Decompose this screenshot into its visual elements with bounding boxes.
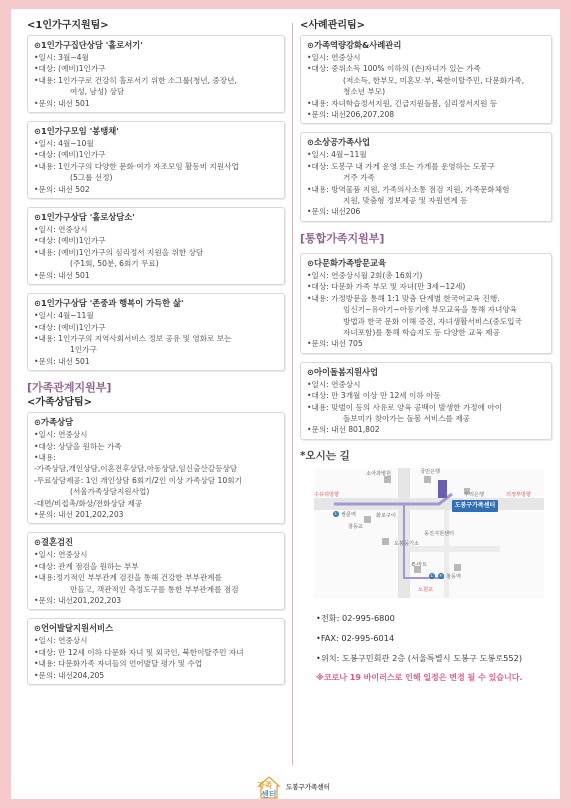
directions-title: *오시는 길 xyxy=(300,449,350,462)
program-contact: •문의: 내선 501 xyxy=(34,356,90,366)
program-content-cont: 자녀포함)를 통해 학습지도 등 다양한 교육 제공 xyxy=(343,327,500,337)
column-divider xyxy=(292,23,293,765)
program-target: •대상: 중위소득 100% 이하의 (손)자녀가 있는 가족 xyxy=(307,64,481,74)
program-card-multicultural-visit xyxy=(300,253,552,354)
program-card-language-development xyxy=(27,618,285,685)
program-content: •내용: 1인가구로 건강히 홀로서기 위한 소그룹(청년, 중장년, xyxy=(34,75,237,85)
program-title: ⊙1인가구상담 '홀로상담소' xyxy=(34,212,135,223)
section-title-family-relations: [가족관계지원부] xyxy=(27,381,112,395)
program-target: •대상: 상담을 원하는 가족 xyxy=(34,441,122,451)
section-title-case-management: <사례관리팀> xyxy=(300,20,366,31)
program-content-cont: 돌보미가 찾아가는 돌봄 서비스를 제공 xyxy=(343,413,471,423)
program-card-child-care xyxy=(300,362,552,440)
program-target: •대상: 만 3개월 이상 만 12세 이하 아동 xyxy=(307,391,441,401)
program-contact: •문의: 내선 501 xyxy=(34,270,90,280)
program-content-cont: (주1회, 50분, 6회기 무료) xyxy=(70,259,159,269)
contact-fax: •FAX: 02-995-6014 xyxy=(316,632,395,643)
section-subtitle-family-counseling: <가족상담팀> xyxy=(27,397,93,409)
program-content-cont: 만들고, 객관적인 측정도구를 통한 부부관계를 점검 xyxy=(70,584,239,594)
map-stop-marker: ④ xyxy=(439,572,443,578)
program-date: •일시: 연중상시 xyxy=(307,379,361,389)
logo-mark-text-2: 센터 xyxy=(261,790,277,799)
program-date: •일시: 연중상시 xyxy=(34,636,88,646)
map-stop-marker: ① xyxy=(334,510,338,516)
program-title: ⊙소상공가족사업 xyxy=(307,137,371,148)
program-card-marriage-checkup xyxy=(27,532,285,610)
program-date: •일시: 3월~4월 xyxy=(34,53,89,62)
program-card-bongtaengchae xyxy=(27,121,285,199)
program-target-cont: 청소년 부모) xyxy=(343,87,386,97)
section-title-single-household: <1인가구지원팀> xyxy=(27,20,109,31)
program-content: •내용: 1인가구의 지역사회서비스 정보 공유 및 영화로 보는 xyxy=(34,333,232,343)
program-title: ⊙언어발달지원서비스 xyxy=(34,623,114,634)
program-contact: •문의: 내선201,202,203 xyxy=(34,596,122,605)
program-date: •일시: 연중상시 xyxy=(34,225,88,235)
program-date: •일시: 4월~11월 xyxy=(34,311,94,321)
map-family-center-marker: 도봉구가족센터 xyxy=(452,500,498,512)
map-label-grill: 화로구이 xyxy=(376,512,397,519)
program-target: •대상: (예비)1인가구 xyxy=(34,150,106,160)
map-label-emart: E-마트 xyxy=(412,561,428,568)
program-title: ⊙다문화가족방문교육 xyxy=(307,257,387,268)
flyer-paper xyxy=(11,9,560,799)
program-target: •대상: 관계 점검을 원하는 부부 xyxy=(34,561,139,571)
program-content-item: -무료상담제공: 1인 개인상담 6회기/2인 이상 가족상담 10회기 xyxy=(34,475,242,485)
center-logo xyxy=(256,774,336,804)
map-label-registry-office: 도봉등기소 xyxy=(394,540,420,547)
program-card-respect-happiness xyxy=(27,293,285,371)
program-content-cont: (5그룹 선정) xyxy=(70,173,113,183)
program-contact: •문의: 내선204,205 xyxy=(34,670,105,680)
map-label-support-center: 동진지원센터 xyxy=(424,530,455,537)
program-date: •일시: 4월~10월 xyxy=(34,139,94,149)
map-label-ssangmun-station: 쌍문역 xyxy=(341,511,357,518)
program-target: •대상: (예비)1인가구 xyxy=(34,236,106,246)
program-content-cont: 방법과 한국 문화 이해 증진, 자녀생활서비스(중도입국 xyxy=(343,316,522,326)
program-title: ⊙아이돌봄지원사업 xyxy=(307,366,379,377)
program-content: •내용: 가정방문을 통해 1:1 맞춤 단계별 한국어교육 진행. xyxy=(307,293,500,303)
program-title: ⊙결혼검진 xyxy=(34,537,74,548)
contact-phone: •전화: 02-995-6800 xyxy=(316,612,395,623)
program-target: •대상: (예비)1인가구 xyxy=(34,64,106,74)
program-date: •일시: 연중상시 xyxy=(307,53,361,62)
program-title: ⊙가족상담 xyxy=(34,417,74,428)
program-content: •내용: 방역물품 지원, 가족의사소통 점검 지원, 가족문화체험 xyxy=(307,184,510,194)
program-content-item: -가족상담,개인상담,이혼전후상담,아동상담,임신출산갈등상담 xyxy=(34,464,238,474)
program-contact: •문의: 내선 502 xyxy=(34,184,90,194)
directions-map xyxy=(314,468,544,598)
program-card-holoseogi xyxy=(27,35,285,113)
section-title-integrated-family: [통합가족지원부] xyxy=(300,231,385,245)
contact-location: •위치: 도봉구민회관 2층 (서울특별시 도봉구 도봉로552) xyxy=(316,652,523,663)
logo-text: 도봉구가족센터 xyxy=(286,783,330,791)
program-target-cont: (저소득, 한부모, 미혼모·부, 북한이탈주민, 다문화가족, xyxy=(343,75,525,85)
program-contact: •문의: 내선206,207,208 xyxy=(307,110,395,120)
program-card-family-counseling xyxy=(27,412,285,524)
left-column xyxy=(27,19,285,685)
program-target: •대상: 도봉구 내 가게 운영 또는 가게를 운영하는 도봉구 xyxy=(307,161,495,171)
map-label-woori-bank: 우리은행 xyxy=(464,491,485,498)
program-content: •내용: xyxy=(34,452,56,462)
program-target: •대상: 다문화 가족 부모 및 자녀(만 3세~12세) xyxy=(307,282,466,292)
program-content-cont: (서울가족상담지원사업) xyxy=(70,487,150,497)
map-label-changdong-station: 창동역 xyxy=(446,573,462,580)
contact-info xyxy=(316,608,552,668)
covid-notice: ※코로나 19 바이러스로 인해 일정은 변경 될 수 있습니다. xyxy=(316,672,523,682)
program-content: •내용:정기적인 부부관계 검진을 통해 건강한 부부관계를 xyxy=(34,573,222,583)
program-content-cont: 지원, 맞춤형 정보제공 및 자원연계 등 xyxy=(343,196,468,206)
program-content-cont: 1인가구 xyxy=(70,345,97,355)
map-label-pediatric-hospital: 소아과병원 xyxy=(366,470,392,477)
map-label-nowon-bridge: 노원교 xyxy=(418,586,434,593)
program-date: •일시: 연중상시월 2회(총 16회기) xyxy=(307,270,423,280)
program-contact: •문의: 내선 201,202,203 xyxy=(34,509,124,519)
program-date: •일시: 4월~11월 xyxy=(307,150,367,160)
program-card-family-empowerment xyxy=(300,35,552,124)
program-target: •대상: 만 12세 이하 다문화 자녀 및 외국인, 북한이탈주민 자녀 xyxy=(34,647,244,657)
program-content-cont: 임신기~유아기~아동기에 부모교육을 통해 자녀양육 xyxy=(343,305,518,315)
program-title: ⊙가족역량강화&사례관리 xyxy=(307,40,402,50)
program-content: •내용: (예비)1인가구의 심리정서 지원을 위한 상담 xyxy=(34,247,204,257)
program-contact: •문의: 내선206 xyxy=(307,207,361,217)
program-target: •대상: (예비)1인가구 xyxy=(34,322,106,332)
right-column xyxy=(300,19,552,683)
program-content: •내용: 다문화가족 자녀들의 언어발달 평가 및 수업 xyxy=(34,659,203,669)
program-title: ⊙1인가구모임 '봉탱채' xyxy=(34,126,119,137)
program-content-cont: 여성, 남성) 상담 xyxy=(70,87,125,97)
program-title: ⊙1인가구집단상담 '홀로서기' xyxy=(34,40,143,50)
program-contact: •문의: 내선 705 xyxy=(307,339,363,349)
program-card-counseling xyxy=(27,207,285,285)
program-content: •내용: 맞벌이 등의 사유로 양육 공백이 발생한 가정에 아이 xyxy=(307,402,503,412)
program-date: •일시: 연중상시 xyxy=(34,550,88,560)
program-content-item: -대면/비접촉/화상/전화상담 제공 xyxy=(34,498,143,508)
program-target-cont: 거주 가족 xyxy=(343,173,375,183)
logo-mark-text-1: 가족 xyxy=(257,781,273,790)
map-stop-marker: ① xyxy=(430,572,434,578)
map-label-uijeongbu: 의정부방향 xyxy=(506,491,532,498)
program-content: •내용: 1인가구의 다양한 문화·여가 자조모임 활동비 지원사업 xyxy=(34,161,239,171)
map-label-changdong-bridge: 창동교 xyxy=(348,523,364,530)
program-title: ⊙1인가구상담 '존중과 행복이 가득한 삶' xyxy=(34,298,184,309)
program-date: •일시: 연중상시 xyxy=(34,430,88,440)
program-content: •내용: 자녀학습정서지원, 긴급지원돌봄, 심리정서지원 등 xyxy=(307,98,498,108)
program-contact: •문의: 내선 501 xyxy=(34,98,90,108)
program-card-small-business-family xyxy=(300,132,552,221)
program-contact: •문의: 내선 801,802 xyxy=(307,425,380,435)
map-label-suyuri: 수유리방향 xyxy=(314,491,340,498)
map-label-kb-bank: 국민은행 xyxy=(420,468,441,475)
